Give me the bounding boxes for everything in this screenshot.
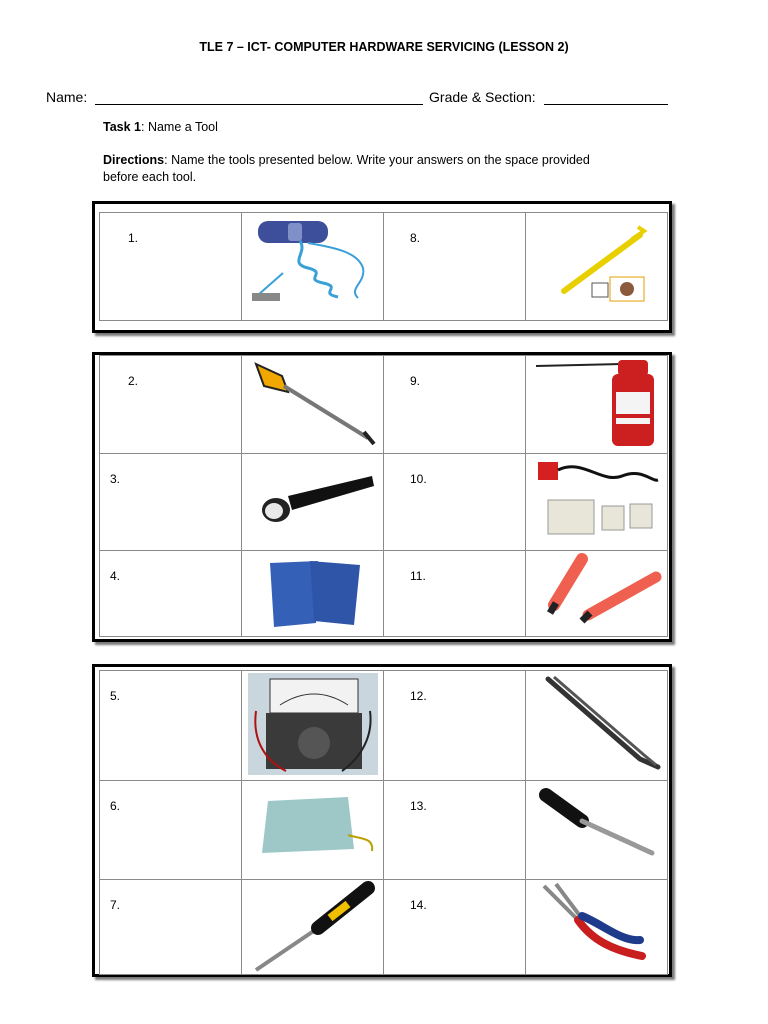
answer-cell[interactable] [100, 880, 242, 975]
answer-cell[interactable] [100, 356, 242, 454]
task-heading [103, 120, 218, 134]
image-cell [526, 880, 668, 975]
image-cell [242, 781, 384, 880]
hex-driver-icon [526, 781, 667, 871]
item-number: 2. [128, 374, 139, 388]
image-cell [526, 454, 668, 551]
name-blank[interactable] [95, 90, 423, 105]
image-cell [242, 454, 384, 551]
tool-table-2 [99, 355, 668, 637]
item-number: 5. [110, 689, 121, 703]
lint-free-cloth-icon [242, 551, 383, 631]
tool-table-3 [99, 670, 668, 975]
tool-box-3 [92, 664, 672, 977]
image-cell [242, 880, 384, 975]
compressed-air-can-icon [526, 356, 667, 448]
item-number: 14. [410, 898, 427, 912]
answer-cell[interactable] [384, 356, 526, 454]
tool-box-1 [92, 201, 672, 333]
anti-static-mat-icon [242, 781, 383, 871]
image-cell [526, 671, 668, 781]
answer-cell[interactable] [100, 213, 242, 321]
screwdriver-icon [242, 880, 383, 972]
image-cell [526, 213, 668, 321]
item-number: 4. [110, 569, 121, 583]
image-cell [242, 213, 384, 321]
answer-cell[interactable] [100, 671, 242, 781]
torx-screwdriver-icon [526, 551, 667, 631]
answer-cell[interactable] [384, 551, 526, 637]
answer-cell[interactable] [384, 213, 526, 321]
image-cell [526, 356, 668, 454]
answer-cell[interactable] [384, 671, 526, 781]
anti-static-wrist-strap-icon [242, 213, 383, 309]
image-cell [526, 551, 668, 637]
item-number: 7. [110, 898, 121, 912]
directions-text: : Name the tools presented below. Write your answers on the space provided before each tool. [103, 153, 590, 184]
needle-nose-pliers-icon [526, 880, 667, 972]
multimeter-icon [242, 671, 383, 777]
student-info-line [46, 89, 668, 105]
answer-cell[interactable] [384, 880, 526, 975]
loopback-adapter-icon [526, 454, 667, 544]
image-cell [242, 551, 384, 637]
name-label: Name: [46, 89, 88, 105]
grade-label: Grade & Section: [429, 89, 536, 105]
answer-cell[interactable] [100, 454, 242, 551]
tool-table-1 [99, 212, 668, 321]
item-number: 1. [128, 231, 139, 245]
tool-box-2 [92, 352, 672, 642]
item-number: 8. [410, 231, 421, 245]
part-retriever-icon [526, 213, 667, 309]
item-number: 13. [410, 799, 427, 813]
item-number: 6. [110, 799, 121, 813]
item-number: 9. [410, 374, 421, 388]
answer-cell[interactable] [100, 551, 242, 637]
image-cell [526, 781, 668, 880]
task-label: Task 1 [103, 120, 141, 134]
tweezers-icon [526, 671, 667, 771]
directions-label: Directions [103, 153, 165, 167]
item-number: 3. [110, 472, 121, 486]
answer-cell[interactable] [100, 781, 242, 880]
flashlight-icon [242, 454, 383, 544]
image-cell [242, 671, 384, 781]
item-number: 11. [410, 569, 426, 583]
grade-blank[interactable] [544, 90, 668, 105]
item-number: 10. [410, 472, 427, 486]
answer-cell[interactable] [384, 454, 526, 551]
page-title: TLE 7 – ICT- COMPUTER HARDWARE SERVICING (LESSON 2) [199, 40, 569, 54]
item-number: 12. [410, 689, 427, 703]
image-cell [242, 356, 384, 454]
task-text: : Name a Tool [141, 120, 218, 134]
answer-cell[interactable] [384, 781, 526, 880]
flat-head-screwdriver-icon [242, 356, 383, 448]
directions [103, 152, 623, 186]
